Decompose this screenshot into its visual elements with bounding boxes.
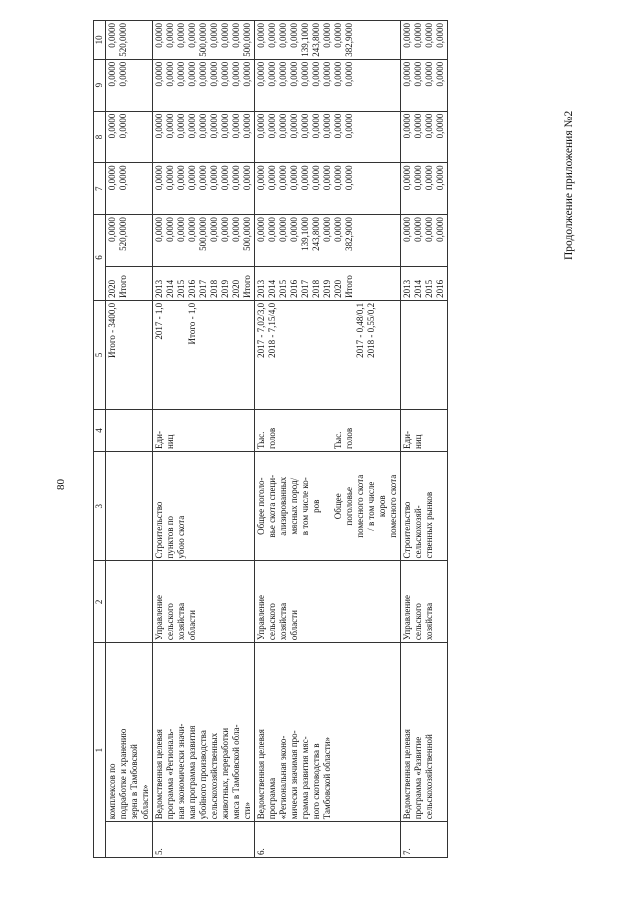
col-header-7: 7 xyxy=(94,163,106,215)
regional-financing: 0,0000 0,0000 0,0000 0,0000 0,0000 0,0000 0,0000 0,0000 0,0000 xyxy=(153,111,255,163)
program-name: Ведомственная целевая программа «Региональ- ная экономически значи- мая программа развития убойного производства сельскохозяйственных животных, переработки мяса в Тамбовской обла- сти» xyxy=(153,643,255,822)
total-financing: 0,0000 0,0000 0,0000 0,0000 xyxy=(401,215,448,267)
rotated-sheet xyxy=(75,20,595,880)
col-header-10: 10 xyxy=(94,21,106,60)
indicator xyxy=(106,451,153,561)
federal-financing: 0,0000 0,0000 0,0000 0,0000 0,0000 0,0000 0,0000 0,0000 0,0000 xyxy=(153,163,255,215)
unit xyxy=(106,410,153,452)
table-row xyxy=(153,21,255,858)
table-row xyxy=(401,21,448,858)
years: 2013 2014 2015 2016 2017 2018 2019 2020 Итого xyxy=(255,266,401,300)
col-header-6: 6 xyxy=(94,215,106,301)
executor: Управление сельского хозяйства области xyxy=(255,561,401,643)
federal-financing: 0,0000 0,0000 0,0000 0,0000 xyxy=(401,163,448,215)
other-financing: 0,0000 520,0000 xyxy=(106,21,153,60)
col-header-5: 5 xyxy=(94,300,106,409)
target-value: Итого - 3400,0 xyxy=(106,300,153,409)
regional-financing: 0,0000 0,0000 0,0000 0,0000 xyxy=(401,111,448,163)
col-header-2: 2 xyxy=(94,561,106,643)
executor: Управление сельского хозяйства области xyxy=(153,561,255,643)
regional-financing: 0,0000 0,0000 xyxy=(106,111,153,163)
row-number: 5. xyxy=(153,822,255,858)
program-name: Ведомственная целевая программа «Развитие сельскохозяйственной xyxy=(401,643,448,822)
other-financing: 0,0000 0,0000 0,0000 0,0000 xyxy=(401,21,448,60)
indicator: Общее поголо- вье скота специ- ализированных мясных пород/ в том числе ко- ров Общее поголовье помесного скота / в том числе коров помесного скота xyxy=(255,451,401,561)
executor: Управление сельского хозяйства xyxy=(401,561,448,643)
other-financing: 0,0000 0,0000 0,0000 0,0000 500,0000 0,0000 0,0000 0,0000 500,0000 xyxy=(153,21,255,60)
row-number: 6. xyxy=(255,822,401,858)
unit: Еди- ниц xyxy=(153,410,255,452)
local-financing: 0,0000 0,0000 0,0000 0,0000 xyxy=(401,59,448,111)
program-name: комплексов по подработке и хранению зерна в Тамбовской области» xyxy=(106,643,153,822)
federal-financing: 0,0000 0,0000 0,0000 0,0000 0,0000 0,0000 0,0000 0,0000 0,0000 xyxy=(255,163,401,215)
col-header-9: 9 xyxy=(94,59,106,111)
regional-financing: 0,0000 0,0000 0,0000 0,0000 0,0000 0,0000 0,0000 0,0000 0,0000 xyxy=(255,111,401,163)
col-header-1: 1 xyxy=(94,643,106,858)
other-financing: 0,0000 0,0000 0,0000 0,0000 139,1000 243,8000 0,0000 0,0000 382,9000 xyxy=(255,21,401,60)
indicator: Строительство сельскохозяй- ственных рынков xyxy=(401,451,448,561)
table-row xyxy=(255,21,401,858)
total-financing: 0,0000 0,0000 0,0000 0,0000 500,0000 0,0000 0,0000 0,0000 500,0000 xyxy=(153,215,255,267)
total-financing: 0,0000 520,0000 xyxy=(106,215,153,267)
indicator: Строительство пунктов по убою скота xyxy=(153,451,255,561)
target-value: 2017 - 7,02/3,0 2018 - 7,15/4,0 2017 - 0,48/0,1 2018 - 0,55/0,2 xyxy=(255,300,401,409)
table-row xyxy=(106,21,153,858)
local-financing: 0,0000 0,0000 0,0000 0,0000 0,0000 0,0000 0,0000 0,0000 0,0000 xyxy=(153,59,255,111)
col-header-3: 3 xyxy=(94,451,106,561)
program-name: Ведомственная целевая программа «Региональная эконо- мически значимая про- грамма развития мяс- ного скотоводства в Тамбовской области» xyxy=(255,643,401,822)
local-financing: 0,0000 0,0000 0,0000 0,0000 0,0000 0,0000 0,0000 0,0000 0,0000 xyxy=(255,59,401,111)
program-table xyxy=(93,20,448,858)
executor xyxy=(106,561,153,643)
years: 2020 Итого xyxy=(106,266,153,300)
local-financing: 0,0000 0,0000 xyxy=(106,59,153,111)
total-financing: 0,0000 0,0000 0,0000 0,0000 139,1000 243,8000 0,0000 0,0000 382,9000 xyxy=(255,215,401,267)
unit: Тыс. голов Тыс. голов xyxy=(255,410,401,452)
page-number: 80 xyxy=(55,479,67,490)
row-number: 7. xyxy=(401,822,448,858)
unit: Еди- ниц xyxy=(401,410,448,452)
target-value xyxy=(401,300,448,409)
col-header-4: 4 xyxy=(94,410,106,452)
years: 2013 2014 2015 2016 xyxy=(401,266,448,300)
appendix-heading: Продолжение приложения №2 xyxy=(563,110,575,260)
col-header-8: 8 xyxy=(94,111,106,163)
federal-financing: 0,0000 0,0000 xyxy=(106,163,153,215)
row-number xyxy=(106,822,153,858)
years: 2013 2014 2015 2016 2017 2018 2019 2020 Итого xyxy=(153,266,255,300)
header-row xyxy=(94,21,106,858)
target-value: 2017 - 1,0 Итого - 1,0 xyxy=(153,300,255,409)
